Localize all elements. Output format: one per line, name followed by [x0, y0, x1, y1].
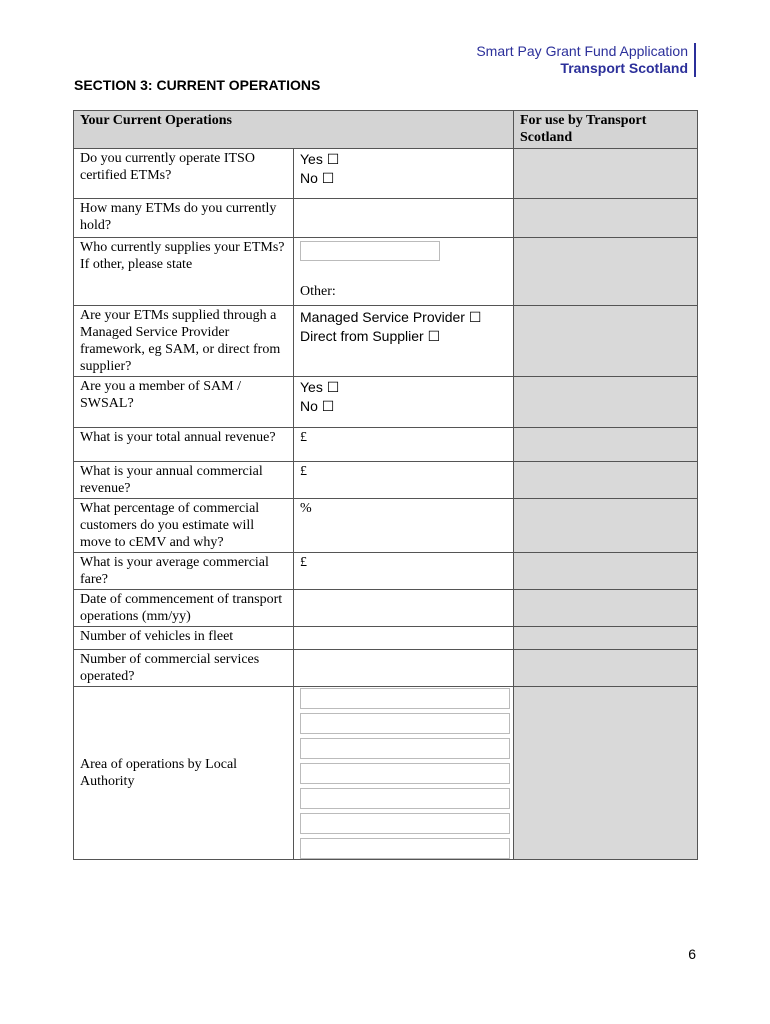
- question-commercial-revenue: What is your annual commercial revenue?: [74, 462, 294, 499]
- local-authority-input[interactable]: [300, 788, 510, 809]
- question-supplier-text: Who currently supplies your ETMs?: [80, 240, 285, 255]
- local-authority-input[interactable]: [300, 763, 510, 784]
- table-header-row: [74, 111, 698, 149]
- official-use-cell: [514, 377, 698, 428]
- table-row: [74, 499, 698, 553]
- table-row: [74, 199, 698, 238]
- official-use-cell: [514, 238, 698, 306]
- official-use-cell: [514, 553, 698, 590]
- itso-yes-checkbox[interactable]: Yes ☐: [300, 151, 340, 167]
- local-authority-input[interactable]: [300, 713, 510, 734]
- question-area-of-operations: Area of operations by Local Authority: [74, 687, 294, 860]
- itso-no-checkbox[interactable]: No ☐: [300, 170, 335, 186]
- section-title: SECTION 3: CURRENT OPERATIONS: [74, 77, 321, 93]
- local-authority-input[interactable]: [300, 813, 510, 834]
- header-organisation: Transport Scotland: [560, 60, 688, 76]
- official-use-cell: [514, 499, 698, 553]
- table-row: [74, 377, 698, 428]
- question-managed-service: Are your ETMs supplied through a Managed Service Provider framework, eg SAM, or direct from supplier?: [74, 306, 294, 377]
- table-row: [74, 462, 698, 499]
- sam-yes-checkbox[interactable]: Yes ☐: [300, 379, 340, 395]
- header-your-current-operations: Your Current Operations: [74, 111, 514, 149]
- table-row: [74, 627, 698, 650]
- local-authority-input[interactable]: [300, 738, 510, 759]
- header-title: Smart Pay Grant Fund Application: [476, 43, 688, 59]
- official-use-cell: [514, 149, 698, 199]
- answer-commencement-date[interactable]: [294, 590, 514, 627]
- table-row: [74, 553, 698, 590]
- table-row: [74, 238, 698, 306]
- question-average-fare: What is your average commercial fare?: [74, 553, 294, 590]
- answer-cemv-percentage[interactable]: %: [294, 499, 514, 553]
- question-how-many-etms: How many ETMs do you currently hold?: [74, 199, 294, 238]
- managed-service-provider-checkbox[interactable]: Managed Service Provider ☐: [300, 309, 482, 325]
- question-itso: Do you currently operate ITSO certified ETMs?: [74, 149, 294, 199]
- official-use-cell: [514, 627, 698, 650]
- answer-commercial-services[interactable]: [294, 650, 514, 687]
- sam-no-checkbox[interactable]: No ☐: [300, 398, 335, 414]
- question-supplier: [74, 238, 294, 306]
- answer-itso[interactable]: [294, 149, 514, 199]
- answer-sam-member[interactable]: [294, 377, 514, 428]
- answer-how-many-etms[interactable]: [294, 199, 514, 238]
- table-row: [74, 650, 698, 687]
- local-authority-input[interactable]: [300, 688, 510, 709]
- local-authority-input[interactable]: [300, 838, 510, 859]
- official-use-cell: [514, 199, 698, 238]
- table-row: [74, 590, 698, 627]
- header-for-use-by-transport-scotland: For use by Transport Scotland: [514, 111, 698, 149]
- official-use-cell: [514, 462, 698, 499]
- other-label: Other:: [300, 284, 336, 299]
- official-use-cell: [514, 590, 698, 627]
- answer-average-fare[interactable]: £: [294, 553, 514, 590]
- question-sam-member: Are you a member of SAM / SWSAL?: [74, 377, 294, 428]
- table-row: [74, 306, 698, 377]
- official-use-cell: [514, 428, 698, 462]
- current-operations-table: [73, 110, 698, 860]
- question-total-revenue: What is your total annual revenue?: [74, 428, 294, 462]
- answer-total-revenue[interactable]: £: [294, 428, 514, 462]
- question-commencement-date: Date of commencement of transport operations (mm/yy): [74, 590, 294, 627]
- question-commercial-services: Number of commercial services operated?: [74, 650, 294, 687]
- official-use-cell: [514, 650, 698, 687]
- answer-vehicles[interactable]: [294, 627, 514, 650]
- table-row: [74, 687, 698, 860]
- page-number: 6: [688, 946, 696, 962]
- question-cemv-percentage: What percentage of commercial customers do you estimate will move to cEMV and why?: [74, 499, 294, 553]
- direct-from-supplier-checkbox[interactable]: Direct from Supplier ☐: [300, 328, 441, 344]
- answer-supplier: [294, 238, 514, 306]
- question-vehicles: Number of vehicles in fleet: [74, 627, 294, 650]
- answer-area-of-operations: [294, 687, 514, 860]
- answer-commercial-revenue[interactable]: £: [294, 462, 514, 499]
- document-header: [476, 43, 696, 77]
- supplier-input[interactable]: [300, 241, 440, 261]
- table-row: [74, 149, 698, 199]
- table-row: [74, 428, 698, 462]
- official-use-cell: [514, 687, 698, 860]
- official-use-cell: [514, 306, 698, 377]
- answer-managed-service[interactable]: [294, 306, 514, 377]
- question-supplier-other-text: If other, please state: [80, 257, 193, 272]
